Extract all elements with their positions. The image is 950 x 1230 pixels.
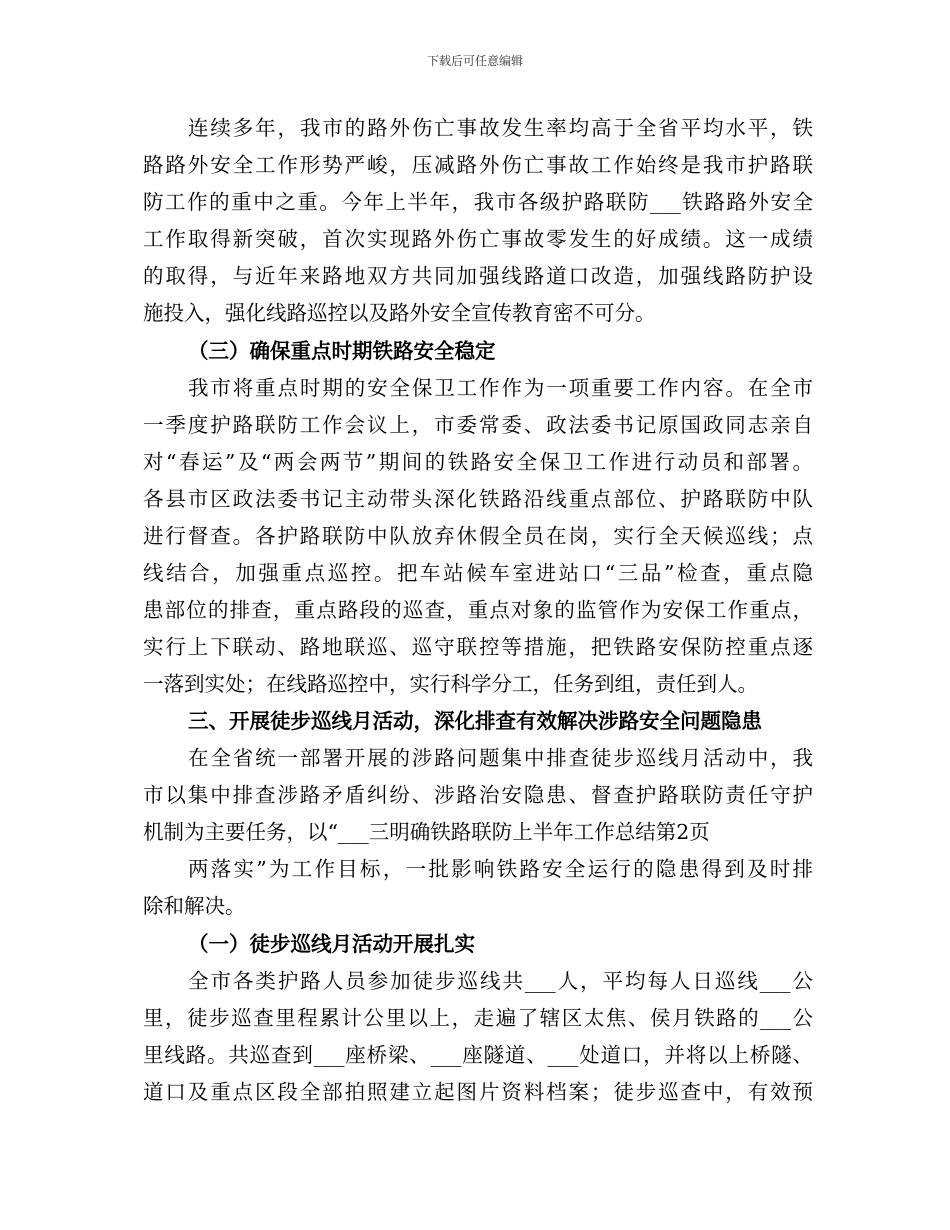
paragraph-line: 全市各类护路人员参加徒步巡线共___人，平均每人日巡线___公 (188, 969, 813, 993)
paragraph-line: 线结合，加强重点巡控。把车站候车室进站口“三品”检查，重点隐 (143, 561, 813, 585)
paragraph-line: 机制为主要任务，以“___三明确铁路联防上半年工作总结第2页 (143, 820, 710, 844)
paragraph-line: 连续多年，我市的路外伤亡事故发生率均高于全省平均水平，铁 (188, 116, 813, 140)
paragraph-line: 市以集中排查涉路矛盾纠纷、涉路治安隐患、督查护路联防责任守护 (143, 783, 813, 807)
paragraph-line: 一季度护路联防工作会议上，市委常委、政法委书记原国政同志亲自 (143, 413, 813, 437)
paragraph-line: 工作取得新突破，首次实现路外伤亡事故零发生的好成绩。这一成绩 (143, 227, 813, 251)
paragraph-line: 我市将重点时期的安全保卫工作作为一项重要工作内容。在全市 (188, 376, 813, 400)
section-heading: 三、开展徒步巡线月活动，深化排查有效解决涉路安全问题隐患 (188, 709, 762, 733)
section-heading: （三）确保重点时期铁路安全稳定 (188, 339, 496, 363)
paragraph-line: 除和解决。 (143, 894, 246, 918)
section-heading: （一）徒步巡线月活动开展扎实 (188, 932, 475, 956)
paragraph-line: 患部位的排查，重点路段的巡查，重点对象的监管作为安保工作重点， (143, 598, 813, 622)
paragraph-line: 各县市区政法委书记主动带头深化铁路沿线重点部位、护路联防中队 (143, 487, 813, 511)
paragraph-line: 一落到实处；在线路巡控中，实行科学分工，任务到组，责任到人。 (143, 672, 758, 696)
paragraph-line: 进行督查。各护路联防中队放弃休假全员在岗，实行全天候巡线；点 (143, 524, 813, 548)
page-header: 下载后可任意编辑 (426, 54, 523, 68)
paragraph-line: 的取得，与近年来路地双方共同加强线路道口改造，加强线路防护设 (143, 264, 813, 288)
paragraph-line: 对“春运”及“两会两节”期间的铁路安全保卫工作进行动员和部署。 (143, 450, 813, 474)
paragraph-line: 里，徒步巡查里程累计公里以上，走遍了辖区太焦、侯月铁路的___公 (143, 1006, 813, 1030)
paragraph-line: 实行上下联动、路地联巡、巡守联控等措施，把铁路安保防控重点逐 (143, 635, 813, 659)
paragraph-line: 施投入，强化线路巡控以及路外安全宣传教育密不可分。 (143, 301, 656, 325)
paragraph-line: 防工作的重中之重。今年上半年，我市各级护路联防___铁路路外安全 (143, 190, 813, 214)
paragraph-line: 在全省统一部署开展的涉路问题集中排查徒步巡线月活动中，我 (188, 746, 813, 770)
paragraph-line: 道口及重点区段全部拍照建立起图片资料档案；徒步巡查中，有效预 (143, 1080, 813, 1104)
paragraph-line: 路路外安全工作形势严峻，压减路外伤亡事故工作始终是我市护路联 (143, 153, 813, 177)
paragraph-line: 两落实”为工作目标，一批影响铁路安全运行的隐患得到及时排 (188, 857, 813, 881)
paragraph-line: 里线路。共巡查到___座桥梁、___座隧道、___处道口，并将以上桥隧、 (143, 1043, 813, 1067)
